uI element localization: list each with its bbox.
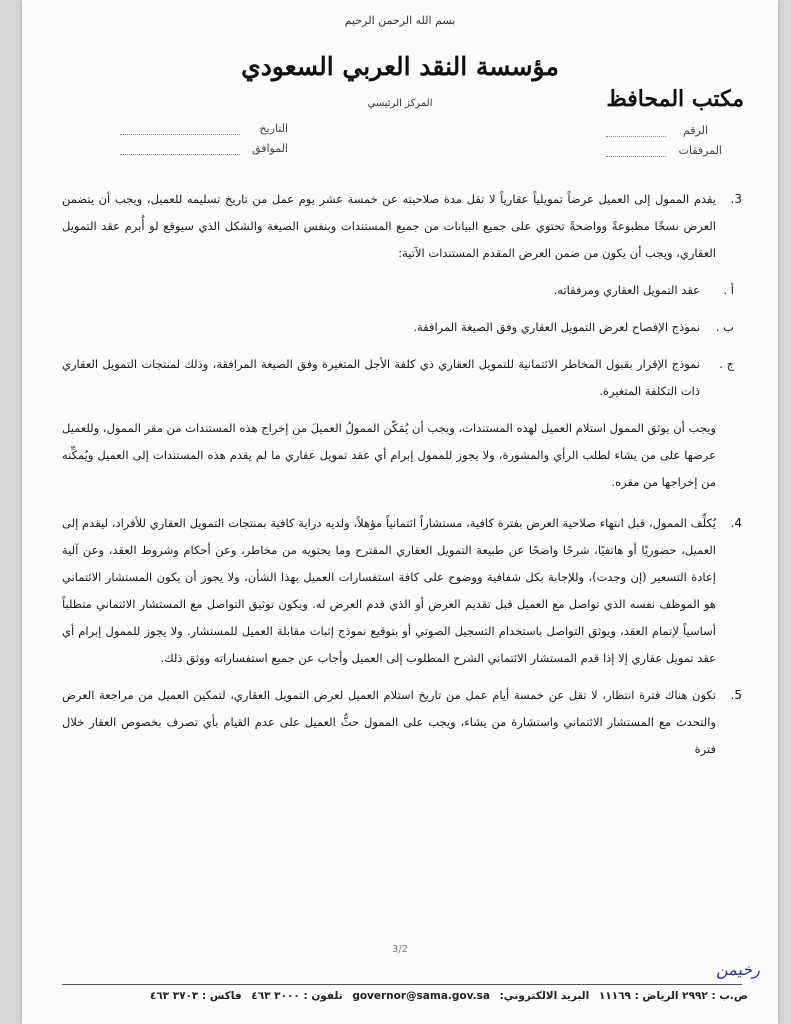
item-letter: ب .	[715, 320, 734, 334]
footer-email-label: البريد الالكتروني:	[499, 990, 590, 1002]
item-text: عقد التمويل العقاري ومرفقاته.	[553, 283, 700, 297]
item-text: نموذج الإفصاح لعرض التمويل العقاري وفق الصيغة المرافقة.	[413, 320, 700, 334]
clause-text: يقدم الممول إلى العميل عرضاً تمويلياً عقارياً لا تقل مدة صلاحيته عن خمسة عشر يوم عمل من تاريخ تسليمه للعميل، ويجب أن يتضمن العرض نسخًا مطبوعةً وواضحةً تحتوي على جميع البيانات من جميع المستندات وبنفس الصيغة والشكل الذي سيوقع لو أُبرم عقد التمويل العقاري، ويجب أن يكون من ضمن العرض المقدم المستندات الآتية:	[62, 192, 716, 260]
clause-5	[62, 682, 742, 763]
footer-pobox: ص.ب : ٢٩٩٢ الرياض : ١١١٦٩	[598, 990, 748, 1002]
clause-3-item-a	[62, 277, 734, 304]
clause-3-closing: ويجب أن يوثق الممول استلام العميل لهذه المستندات، ويجب أن يُمَكّن الممولُ العميلَ من إخراج هذه المستندات من مقر الممول، وللعميل عرضها على من يشاء لطلب الرأي والمشورة، ولا يجوز للممول إبرام أي عقد تمويل عقاري ما لم يقدم هذه المستندات إلى العميل ويُمكِّنه من إخراجها من مقره.	[62, 421, 716, 489]
clause-number: 4.	[730, 516, 742, 530]
clause-3-item-c	[62, 351, 734, 405]
date-line	[120, 134, 240, 135]
corresponding-line	[120, 154, 240, 155]
clause-4	[62, 510, 742, 672]
item-letter: أ .	[723, 283, 734, 297]
clause-text: يُكلِّف الممول، قبل انتهاء صلاحية العرض بفترة كافية، مستشاراً ائتمانياً مؤهلاً، ولديه دراية كافية بمنتجات التمويل العقاري للأفراد، ليقدم إلى العميل، حضوريًا أو هاتفيًا، شرحًا واضحًا عن طبيعة التمويل العقاري المقترح وما يحتويه من مخاطر، وعن أحكام وشروط العقد، وعن آلية إعادة التسعير (إن وجدت)، وللإجابة بكل شفافية ووضوح على كافة استفسارات العميل بهذا الشأن، ولا يجوز أن يكون المستشار الائتماني هو الموظف نفسه الذي تواصل مع العميل قبل تقديم العرض أو الذي قدم العرض له. ويكون توثيق التواصل مع المستشار الائتماني متطلباً أساسياً لإتمام العقد، ويوثق التواصل باستخدام التسجيل الصوتي أو بتوقيع نموذج إثبات مقابلة العميل للمستشار. ولا يجوز للممول إبرام أي عقد تمويل عقاري إلا إذا قدم المستشار الائتماني الشرح المطلوب إلى العميل وأجاب عن جميع استفساراته ووثق ذلك.	[62, 516, 716, 665]
clause-3-item-b	[62, 314, 734, 341]
number-label: الرقم	[682, 124, 708, 137]
clause-text: تكون هناك فترة انتظار، لا تقل عن خمسة أيام عمل من تاريخ استلام العميل لعرض التمويل العقاري، لتمكين العميل من مراجعة العرض والتحدث مع المستشار الائتماني واستشارة من يشاء، ويجب على الممول حثُّ العميل على عدم القيام بأي تصرف بخصوص العقار خلال فترة	[62, 688, 716, 756]
item-letter: ج .	[719, 357, 734, 371]
footer-contact	[48, 990, 748, 1002]
footer-email: governor@sama.gov.sa	[352, 990, 490, 1002]
page-number: 3/2	[391, 944, 409, 955]
handwritten-initials: رخيمن	[716, 960, 760, 979]
letterhead	[22, 0, 778, 165]
office-title: مكتب المحافظ	[606, 86, 744, 112]
footer-divider	[62, 984, 742, 985]
basmala: بسم الله الرحمن الرحيم	[344, 14, 456, 27]
footer-fax: فاكس : ٣٧٠٣ ٤٦٣	[149, 990, 242, 1002]
date-label: التاريخ	[259, 122, 288, 135]
corresponding-label: الموافق	[252, 142, 288, 155]
footer-phone: تلفون : ٣٠٠٠ ٤٦٣	[251, 990, 343, 1002]
item-text: نموذج الإقرار بقبول المخاطر الائتمانية للتمويل العقاري ذي كلفة الأجل المتغيرة وفق الصيغة المرافقة، وذلك لمنتجات التمويل العقاري ذات التكلفة المتغيرة.	[62, 357, 700, 398]
clause-number: 5.	[730, 688, 742, 702]
attachments-label: المرفقات	[678, 144, 722, 157]
organization-name: مؤسسة النقد العربي السعودي	[241, 52, 559, 81]
clause-3	[62, 186, 742, 267]
headquarters-label: المركز الرئيسي	[367, 98, 433, 109]
document-page	[22, 0, 778, 1024]
attachments-line	[606, 156, 666, 157]
document-body	[62, 186, 742, 773]
clause-number: 3.	[730, 192, 742, 206]
number-line	[606, 136, 666, 137]
